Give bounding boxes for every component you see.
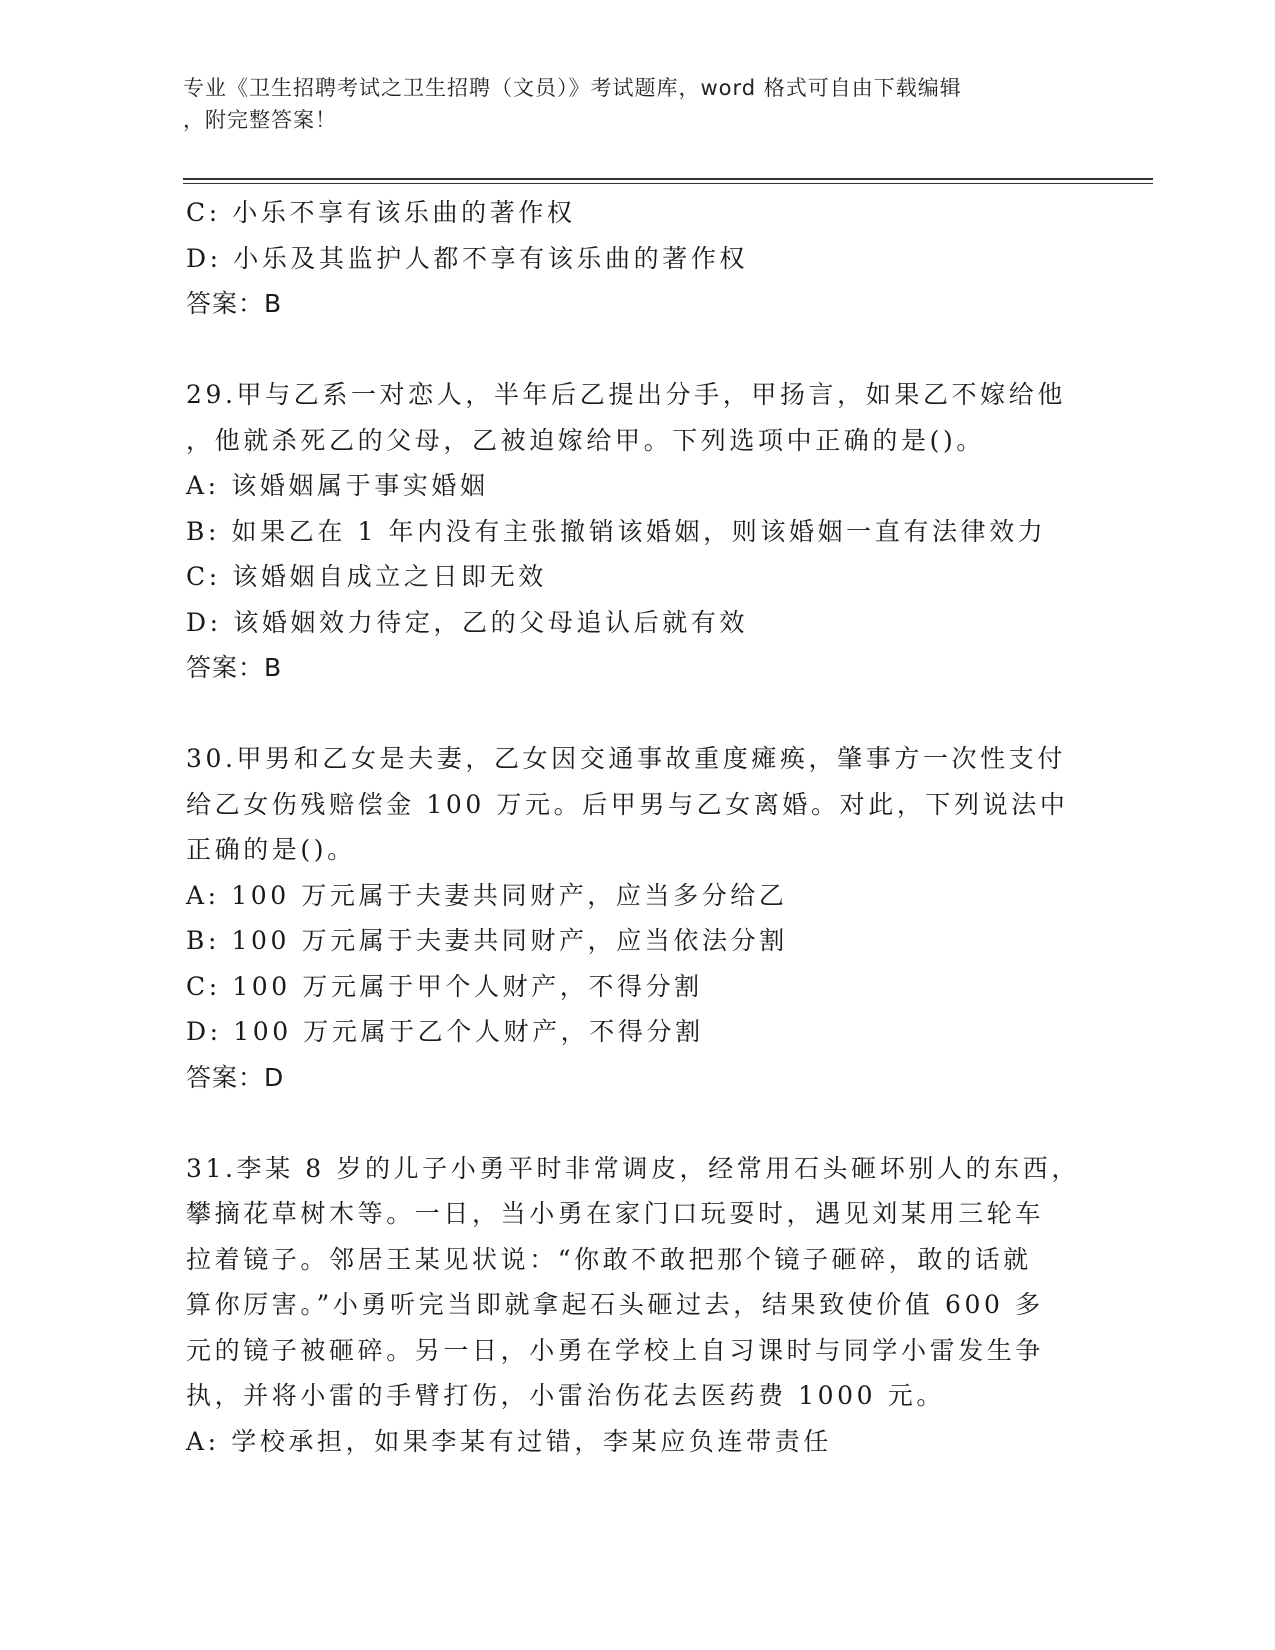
option-a: A: 100 万元属于夫妻共同财产，应当多分给乙 [186,880,788,910]
document-body [186,190,1086,1464]
question-text-line: 攀摘花草树木等。一日，当小勇在家门口玩耍时，遇见刘某用三轮车 [186,1199,1045,1228]
question-text-line: 拉着镜子。邻居王某见状说：“你敢不敢把那个镜子砸碎，敢的话就 [186,1244,1032,1274]
option-d: D: 小乐及其监护人都不享有该乐曲的著作权 [186,243,749,273]
option-c: C: 该婚姻自成立之日即无效 [186,562,547,591]
spacer [186,327,1086,373]
question-text-line: 正确的是()。 [186,835,356,864]
question-text-line: ，他就杀死乙的父母，乙被迫嫁给甲。下列选项中正确的是()。 [186,425,985,455]
question-31 [186,1146,1086,1465]
answer: 答案：D [186,1062,285,1092]
question-text-line: 元的镜子被砸碎。另一日，小勇在学校上自习课时与同学小雷发生争 [186,1335,1045,1365]
option-b: B: 100 万元属于夫妻共同财产，应当依法分割 [186,926,788,955]
answer: 答案：B [186,653,283,682]
option-a: A: 学校承担，如果李某有过错，李某应负连带责任 [186,1426,832,1456]
question-29 [186,372,1086,691]
header-divider-thick [183,178,1153,180]
answer: 答案：B [186,289,283,318]
question-text-line: 30.甲男和乙女是夫妻，乙女因交通事故重度瘫痪，肇事方一次性支付 [186,744,1066,773]
question-30 [186,736,1086,1100]
question-28 [186,190,1086,327]
option-d: D: 该婚姻效力待定，乙的父母追认后就有效 [186,607,749,637]
question-text-line: 31.李某 8 岁的儿子小勇平时非常调皮，经常用石头砸坏别人的东西， [186,1153,1080,1183]
spacer [186,691,1086,737]
question-text-line: 29.甲与乙系一对恋人，半年后乙提出分手，甲扬言，如果乙不嫁给他 [186,380,1066,409]
option-a: A: 该婚姻属于事实婚姻 [186,471,489,500]
option-d: D: 100 万元属于乙个人财产，不得分割 [186,1017,704,1046]
option-c: C: 小乐不享有该乐曲的著作权 [186,198,576,227]
question-text-line: 算你厉害。”小勇听完当即就拿起石头砸过去，结果致使价值 600 多 [186,1290,1044,1319]
page-header [183,72,1083,136]
question-text-line: 执，并将小雷的手臂打伤，小雷治伤花去医药费 1000 元。 [186,1381,945,1410]
header-line-2: ，附完整答案！ [183,108,337,132]
spacer [186,1100,1086,1146]
header-divider-thin [183,183,1153,184]
question-text-line: 给乙女伤残赔偿金 100 万元。后甲男与乙女离婚。对此，下列说法中 [186,789,1069,819]
option-b: B: 如果乙在 1 年内没有主张撤销该婚姻，则该婚姻一直有法律效力 [186,516,1047,546]
option-c: C: 100 万元属于甲个人财产，不得分割 [186,971,703,1001]
header-line-1: 专业《卫生招聘考试之卫生招聘（文员）》考试题库，word 格式可自由下载编辑 [183,76,962,100]
